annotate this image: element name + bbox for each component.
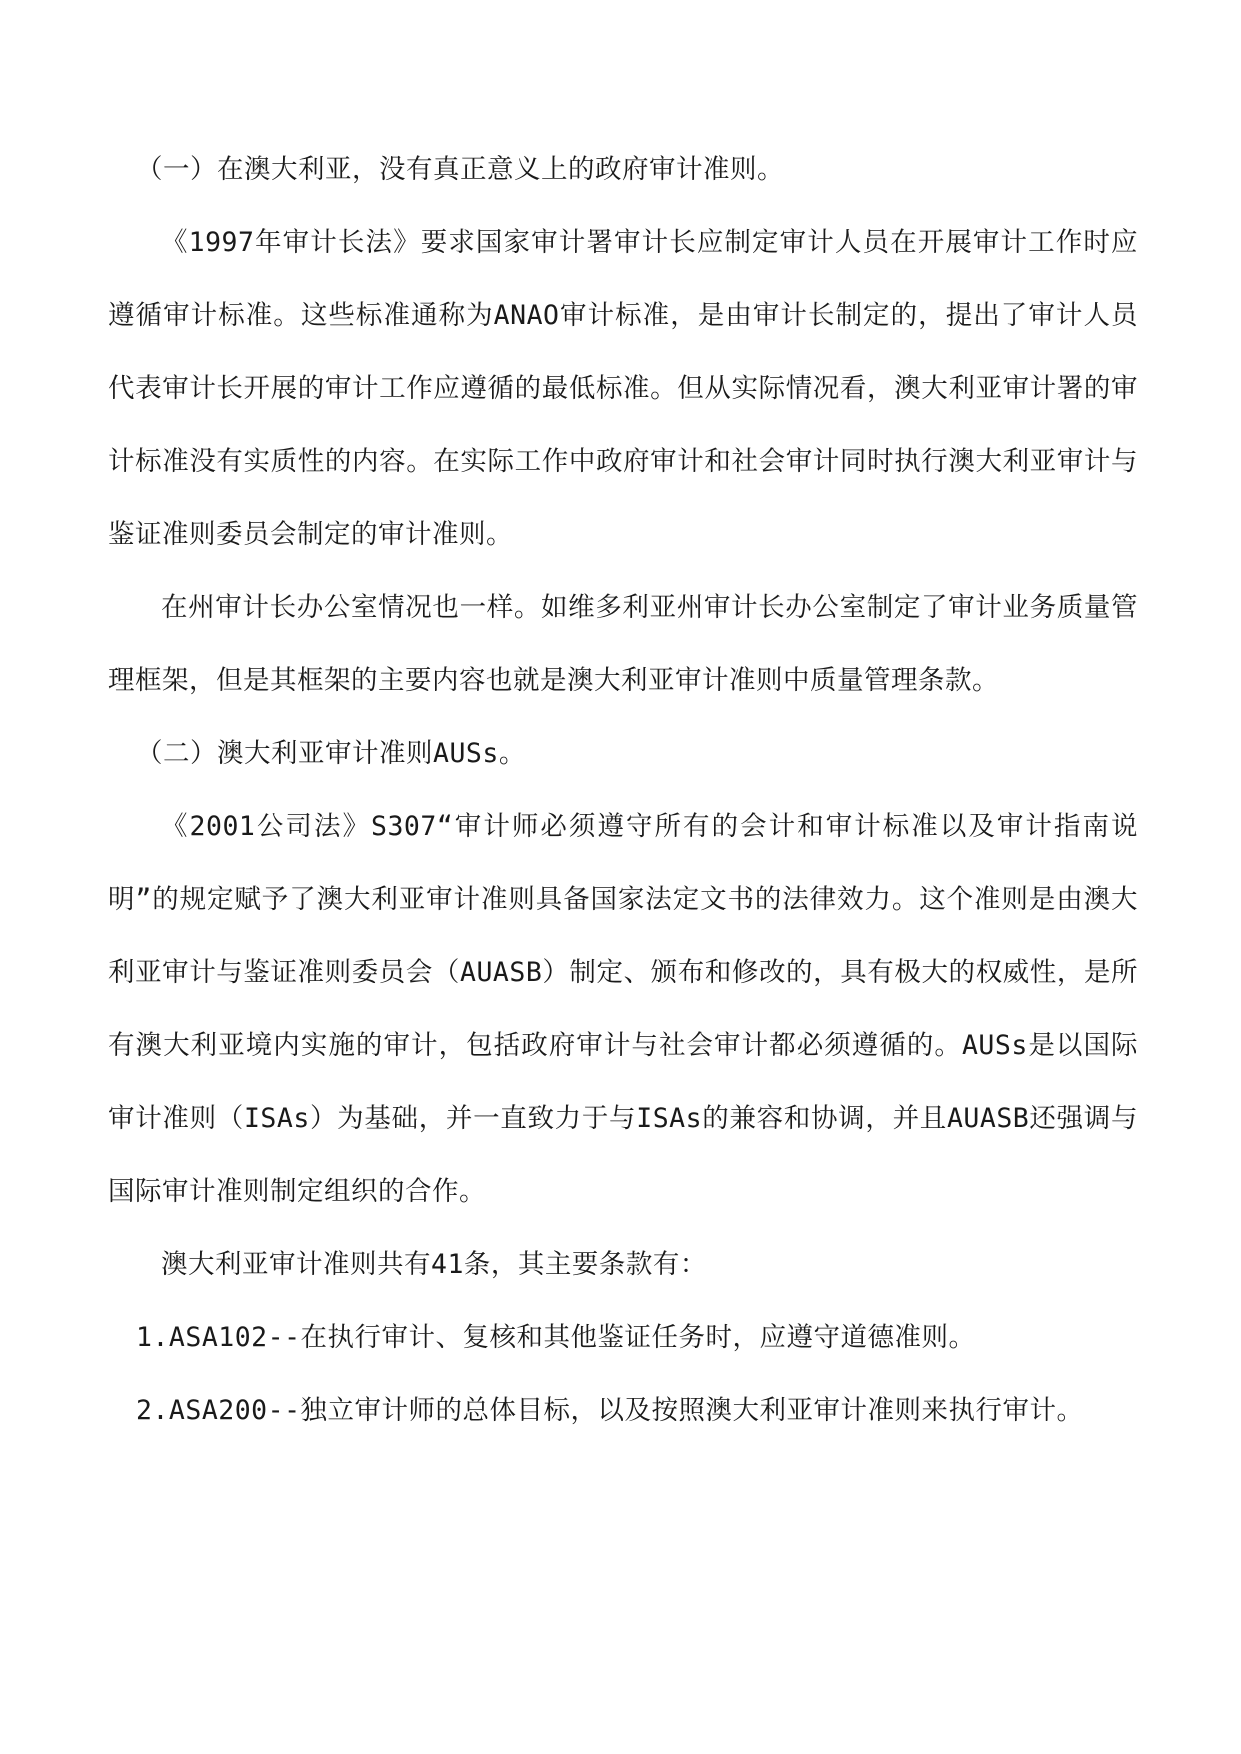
list-item-asa200: 2.ASA200--独立审计师的总体目标，以及按照澳大利亚审计准则来执行审计。: [136, 1395, 1084, 1426]
paragraph-corporations-act: 《2001公司法》S307“审计师必须遵守所有的会计和审计标准以及审计指南说明”的规定赋予了澳大利亚审计准则具备国家法定文书的法律效力。这个准则是由澳大利亚审计与鉴证准则委员会（AUASB）制定、颁布和修改的，具有极大的权威性，是所有澳大利亚境内实施的审计，包括政府审计与社会审计都必须遵循的。AUSs是以国际审计准则（ISAs）为基础，并一直致力于与ISAs的兼容和协调，并且AUASB还强调与国际审计准则制定组织的合作。: [108, 811, 1138, 1207]
list-item-asa102: 1.ASA102--在执行审计、复核和其他鉴证任务时，应遵守道德准则。: [136, 1322, 976, 1353]
paragraph-auditor-general-act: 《1997年审计长法》要求国家审计署审计长应制定审计人员在开展审计工作时应遵循审计标准。这些标准通称为ANAO审计标准，是由审计长制定的，提出了审计人员代表审计长开展的审计工作应遵循的最低标准。但从实际情况看，澳大利亚审计署的审计标准没有实质性的内容。在实际工作中政府审计和社会审计同时执行澳大利亚审计与鉴证准则委员会制定的审计准则。: [108, 227, 1138, 550]
section-heading-1: （一）在澳大利亚，没有真正意义上的政府审计准则。: [136, 154, 784, 185]
paragraph-state-audit-office: 在州审计长办公室情况也一样。如维多利亚州审计长办公室制定了审计业务质量管理框架，但是其框架的主要内容也就是澳大利亚审计准则中质量管理条款。: [108, 592, 1138, 696]
section-heading-2: （二）澳大利亚审计准则AUSs。: [136, 738, 526, 769]
paragraph-standards-count: 澳大利亚审计准则共有41条，其主要条款有：: [161, 1249, 707, 1280]
